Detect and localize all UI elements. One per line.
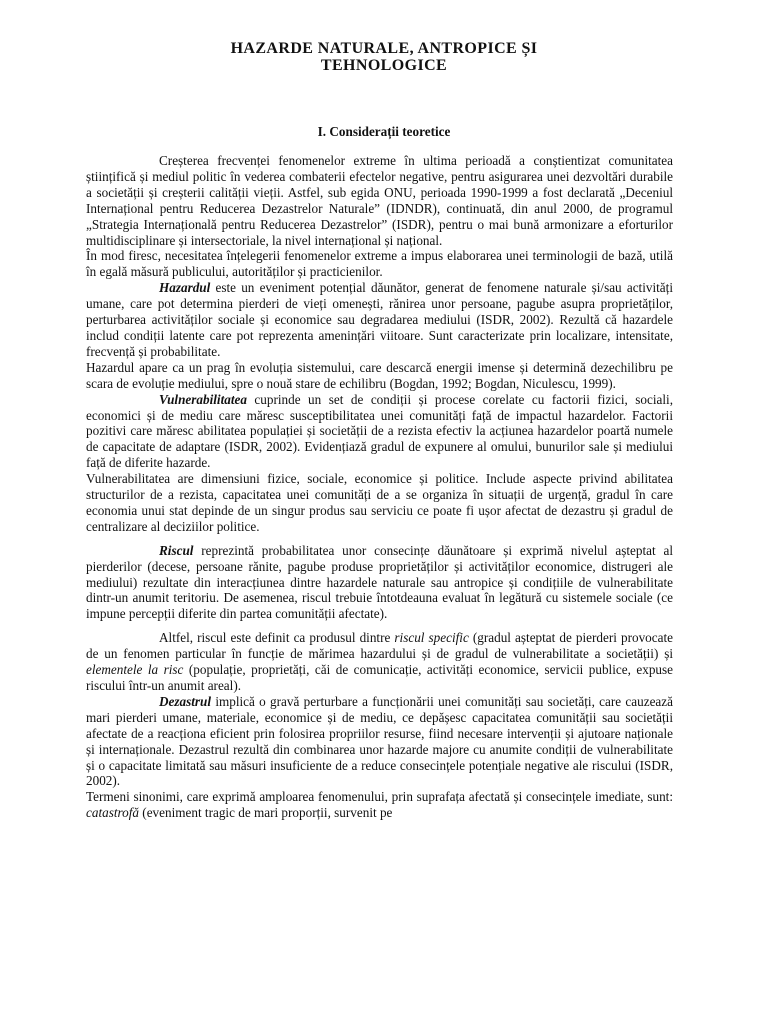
paragraph-text: Altfel, riscul este definit ca produsul dintre bbox=[159, 630, 395, 646]
paragraph-intro: Creșterea frecvenței fenomenelor extreme în ultima perioadă a conștientizat comunitatea științifică și mediul politic în vederea combaterii efectelor negative, pentru asigurarea unei dezvoltări durabile a societății și creșterii calității vieții. Astfel, sub egida ONU, perioada 1990-1999 a fost declarată „Deceniul Internațional pentru Reducerea Dezastrelor Naturale” (IDNDR), continuată, din anul 2000, de programul „Strategia Internațională pentru Reducerea Dezastrelor” (ISDR), pentru o mai bună armonizare a eforturilor multidisciplinare și intersectoriale, la nivel internațional și național. bbox=[86, 153, 673, 248]
term-hazardul: Hazardul bbox=[159, 280, 211, 296]
paragraph-text: cuprinde un set de condiții și procese corelate cu factorii fizici, sociali, economici și de mediu care măresc susceptibilitatea unei comunități față de impactul hazardelor. Factorii pozitivi care măresc abilitatea populației și societății de a rezista efectiv la acțiunea hazardelor poartă numele de capacitate de adaptare (ISDR, 2002). Evidențiază gradul de expunere al omului, bunurilor sale și mediului față de diferite hazarde. bbox=[86, 391, 673, 471]
paragraph-text: Termeni sinonimi, care exprimă amploarea fenomenului, prin suprafața afectată și consecințele imediate, sunt: bbox=[86, 789, 673, 805]
title-line-2: TEHNOLOGICE bbox=[320, 57, 448, 74]
paragraph-text: (eveniment tragic de mari proporții, survenit pe bbox=[139, 805, 393, 821]
paragraph-disaster bbox=[86, 694, 673, 789]
paragraph-vulnerability-dimensions: Vulnerabilitatea are dimensiuni fizice, sociale, economice și politice. Include aspecte privind abilitatea structurilor de a rezista, capacitatea unei comunități de a se organiza în situații de urgență, gradul în care economia unui stat depinde de un singur produs sau serviciu ce poate fi ușor afectat de dezastru și gradul de centralizare al deciziilor politice. bbox=[86, 471, 673, 534]
paragraph-synonyms bbox=[86, 789, 673, 821]
paragraph-risk-definition bbox=[86, 630, 673, 694]
document-title bbox=[0, 40, 768, 74]
document-body bbox=[86, 153, 673, 821]
term-dezastrul: Dezastrul bbox=[159, 693, 212, 709]
paragraph-text: reprezintă probabilitatea unor consecințe dăunătoare și exprimă nivelul așteptat al pierderilor (decese, persoane rănite, pagube produse proprietăților și activităților economice, distrugeri ale mediului) rezultate din interacțiunea dintre hazardele naturale sau antropice și condițiile de vulnerabilitate dintr-un anumit teritoriu. De asemenea, riscul trebuie întotdeauna evaluat în legătură cu sistemele sociale (ce impune percepții diferite din partea comunității afectate). bbox=[86, 542, 673, 622]
term-elementele-la-risc: elementele la risc bbox=[86, 662, 184, 678]
section-heading: I. Considerații teoretice bbox=[317, 124, 451, 139]
paragraph-vulnerability bbox=[86, 392, 673, 472]
paragraph-text: este un eveniment potențial dăunător, generat de fenomene naturale și/sau activități umane, care pot determina pierderi de vieți omenești, rănirea unor persoane, pagube asupra proprietăților, perturbarea activităților sociale și economice sau degradarea mediului (ISDR, 2002). Rezultă că hazardele includ condiții latente care pot reprezenta amenințări viitoare. Sunt caracterizate prin localizare, intensitate, frecvență și probabilitate. bbox=[86, 280, 673, 359]
paragraph-hazard bbox=[86, 280, 673, 360]
paragraph-hazard-threshold: Hazardul apare ca un prag în evoluția sistemului, care descarcă energii imense și determină dezechilibru pe scara de evoluție mediului, spre o nouă stare de echilibru (Bogdan, 1992; Bogdan, Niculescu, 1999). bbox=[86, 359, 673, 391]
paragraph-text: (gradul așteptat de pierderi provocate de un fenomen particular în funcție de mărimea hazardului și de gradul de vulnerabilitate a societății) și bbox=[86, 630, 673, 662]
paragraph-text: (populație, proprietăți, căi de comunicație, activități economice, servicii publice, expuse riscului într-un anumit areal). bbox=[86, 662, 673, 693]
term-vulnerabilitatea: Vulnerabilitatea bbox=[159, 391, 247, 407]
term-riscul: Riscul bbox=[159, 542, 194, 558]
term-riscul-specific: riscul specific bbox=[394, 630, 469, 646]
term-catastrofa: catastrofă bbox=[86, 805, 139, 821]
title-line-1: HAZARDE NATURALE, ANTROPICE ȘI bbox=[230, 40, 538, 57]
paragraph-text: implică o gravă perturbare a funcționării unei comunități sau societăți, care cauzează mari pierderi umane, materiale, economice și de mediu, ce depășesc capacitatea comunității sau societății afectate de a reacționa eficient prin folosirea propriilor resurse, fiind necesare intervenții și ajutoare naționale și internaționale. Dezastrul rezultă din combinarea unor hazarde majore cu anumite condiții de vulnerabilitate și o capacitate limitată sau măsuri insuficiente de a reduce consecințele potențiale negative ale riscului (ISDR, 2002). bbox=[86, 693, 673, 789]
paragraph-terminology: În mod firesc, necesitatea înțelegerii fenomenelor extreme a impus elaborarea unei terminologii de bază, utilă în egală măsură publicului, autorităților și practicienilor. bbox=[86, 248, 673, 280]
paragraph-risk bbox=[86, 543, 673, 623]
